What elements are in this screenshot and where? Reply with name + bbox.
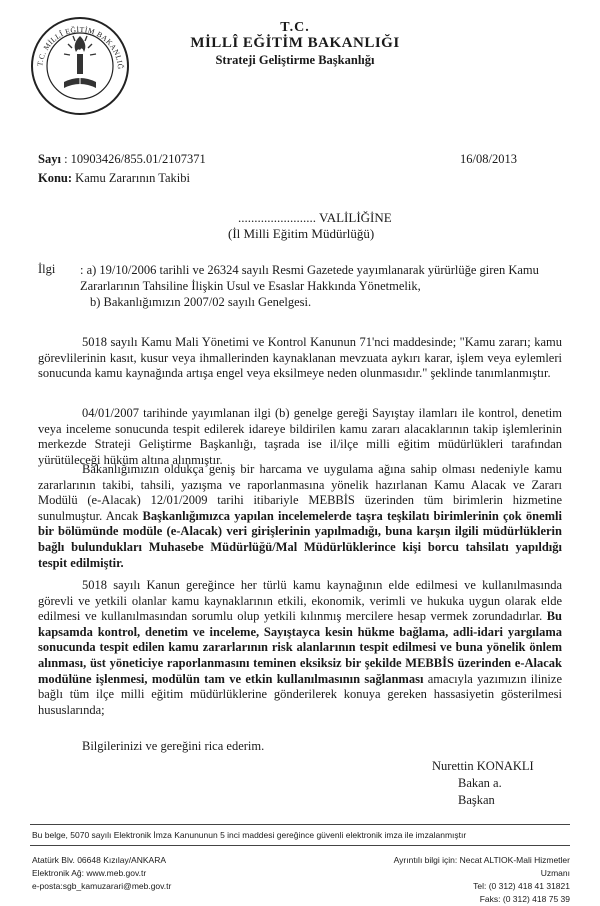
- reference-b: b) Bakanlığımızın 2007/02 sayılı Genelgesi.: [90, 295, 312, 309]
- body-paragraph-2: 04/01/2007 tarihinde yayımlanan ilgi (b) genelge gereği Sayıştay ilamları ile kontrol, denetim veya inceleme sonucunda tespit edilerek idareye bildirilen kamu zararı alacaklarının takip işlemlerinin merkezde Strateji Geliştirme Başkanlığı, taşrada ise il/ilçe milli eğitim müdürlükleri tarafından yürütüleceği hüküm altına alınmıştır.: [38, 406, 562, 467]
- ilgi-label: İlgi: [38, 262, 56, 276]
- body-paragraph-1: 5018 sayılı Kamu Mali Yönetimi ve Kontrol Kanunun 71'nci maddesinde; "Kamu zararı; kamu görevlilerinin kasıt, kusur veya ihmallerinden kaynaklanan mevzuata aykırı karar, işlem veya eylemleri sonucunda kamu kaynağında artışa engel veya eksilmeye neden olunmasıdır." şeklinde tanımlanmıştır.: [38, 335, 562, 381]
- footer-divider-bottom: [30, 845, 570, 846]
- body-paragraph-3-emphasis: Başkanlığımızca yapılan incelemelerde taşra teşkilatı birimlerinin çok önemli bir bölümünde modüle (e-Alacak) veri girişlerinin yapılmadığı, buna karşın ilgili müdürlüklerin bağlı bulundukları Muhasebe Müdürlüğü/Mal Müdürlüklerince kişi borcu tahsilatı yapıldığı tespit edilmiştir.: [38, 508, 562, 570]
- footer-contact: Ayrıntılı bilgi için: Necat ALTIOK-Mali Hizmetler Uzmanı: [393, 855, 570, 878]
- footer-fax: Faks: (0 312) 418 75 39: [479, 894, 570, 904]
- closing-line: Bilgilerinizi ve gereğini rica ederim.: [82, 739, 265, 753]
- footer-address-block: [32, 854, 171, 893]
- signatory-name: Nurettin KONAKLI: [432, 759, 534, 773]
- footer-email: e-posta:sgb_kamuzarari@meb.gov.tr: [32, 881, 172, 891]
- body-paragraph-4-tail: amacıyla yazımızın ilinize bağlı tüm ilçe milli eğitim müdürlüklerine gönderilerek konuya gereken hassasiyetin gösterilmesi hususlarında;: [38, 671, 562, 717]
- body-paragraph-4-emphasis: Bu kapsamda kontrol, denetim ve inceleme, Sayıştayca kesin hükme bağlama, adli-idari yargılama sonucunda tespit edilen kamu zararlarının risk alanlarının tespit edilmesi ve buna yönelik önlem alınması, üst yöneticiye raporlanmasını teminen eksiksiz bir şekilde MEBBİS üzerinden e-Alacak modülüne işlenmesi, modülün tam ve etkin kullanılmasının sağlanması: [38, 609, 562, 686]
- header-ministry: MİLLÎ EĞİTİM BAKANLIĞI: [190, 35, 400, 51]
- footer-tel: Tel: (0 312) 418 41 31821: [473, 881, 570, 891]
- footer-contact-block: [370, 854, 570, 906]
- signatory-title: Bakan a.: [458, 776, 502, 790]
- body-paragraph-3-text: Bakanlığımızın oldukça geniş bir harcama ve uygulama ağına sahip olması nedeniyle kamu zararlarının takibi, tahsili, yazışma ve raporlanmasına yönelik hazırlanan Kamu Alacak ve Zararı Modülü (e-Alacak) 12/01/2009 tarihi itibariyle MEBBİS üzerinden tüm birimlerin hizmetine sunulmuştur. Ancak: [38, 462, 562, 523]
- signatory-role: Başkan: [458, 793, 495, 807]
- footer-web: Elektronik Ağ: www.meb.gov.tr: [32, 868, 147, 878]
- konu-row: [38, 171, 190, 186]
- header-country: T.C.: [280, 20, 310, 35]
- signature-block: [432, 758, 534, 809]
- konu-label: Konu:: [38, 171, 73, 185]
- recipient-subline: (İl Milli Eğitim Müdürlüğü): [228, 226, 375, 241]
- header-department: Strateji Geliştirme Başkanlığı: [215, 53, 375, 67]
- reference-a: : a) 19/10/2006 tarihli ve 26324 sayılı Resmi Gazetede yayımlanarak yürürlüğe giren Kamu Zararlarının Tahsiline İlişkin Usul ve Esaslar Hakkında Yönetmelik,: [80, 263, 539, 293]
- sayi-value: : 10903426/855.01/2107371: [64, 152, 206, 166]
- body-paragraph-4-text: 5018 sayılı Kanun gereğince her türlü kamu kaynağının elde edilmesi ve kullanılmasında görevli ve yetkili olanlar kamu kaynaklarının etkili, ekonomik, verimli ve hukuka uygun olarak elde edilmesi ve kullanılmasından sorumlu olup yetkili kılınmış mercilere hesap vermek zorundadırlar.: [38, 578, 562, 624]
- svg-text:T.C. MİLLÎ EĞİTİM BAKANLIĞI: T.C. MİLLÎ EĞİTİM BAKANLIĞ: [35, 24, 126, 70]
- sayi-row: [38, 152, 206, 167]
- body-paragraph-4: [38, 578, 562, 718]
- ministry-seal-logo: [28, 14, 132, 118]
- recipient-line: ........................ VALİLİĞİNE: [238, 210, 392, 225]
- footer-divider-top: [30, 824, 570, 825]
- konu-value: Kamu Zararının Takibi: [75, 171, 191, 185]
- sayi-label: Sayı: [38, 152, 61, 166]
- e-signature-note: Bu belge, 5070 sayılı Elektronik İmza Kanununun 5 inci maddesi gereğince güvenli elektronik imza ile imzalanmıştır: [32, 830, 467, 840]
- document-date: 16/08/2013: [460, 152, 517, 166]
- body-paragraph-3: [38, 462, 562, 571]
- footer-address: Atatürk Blv. 06648 Kızılay/ANKARA: [32, 855, 167, 865]
